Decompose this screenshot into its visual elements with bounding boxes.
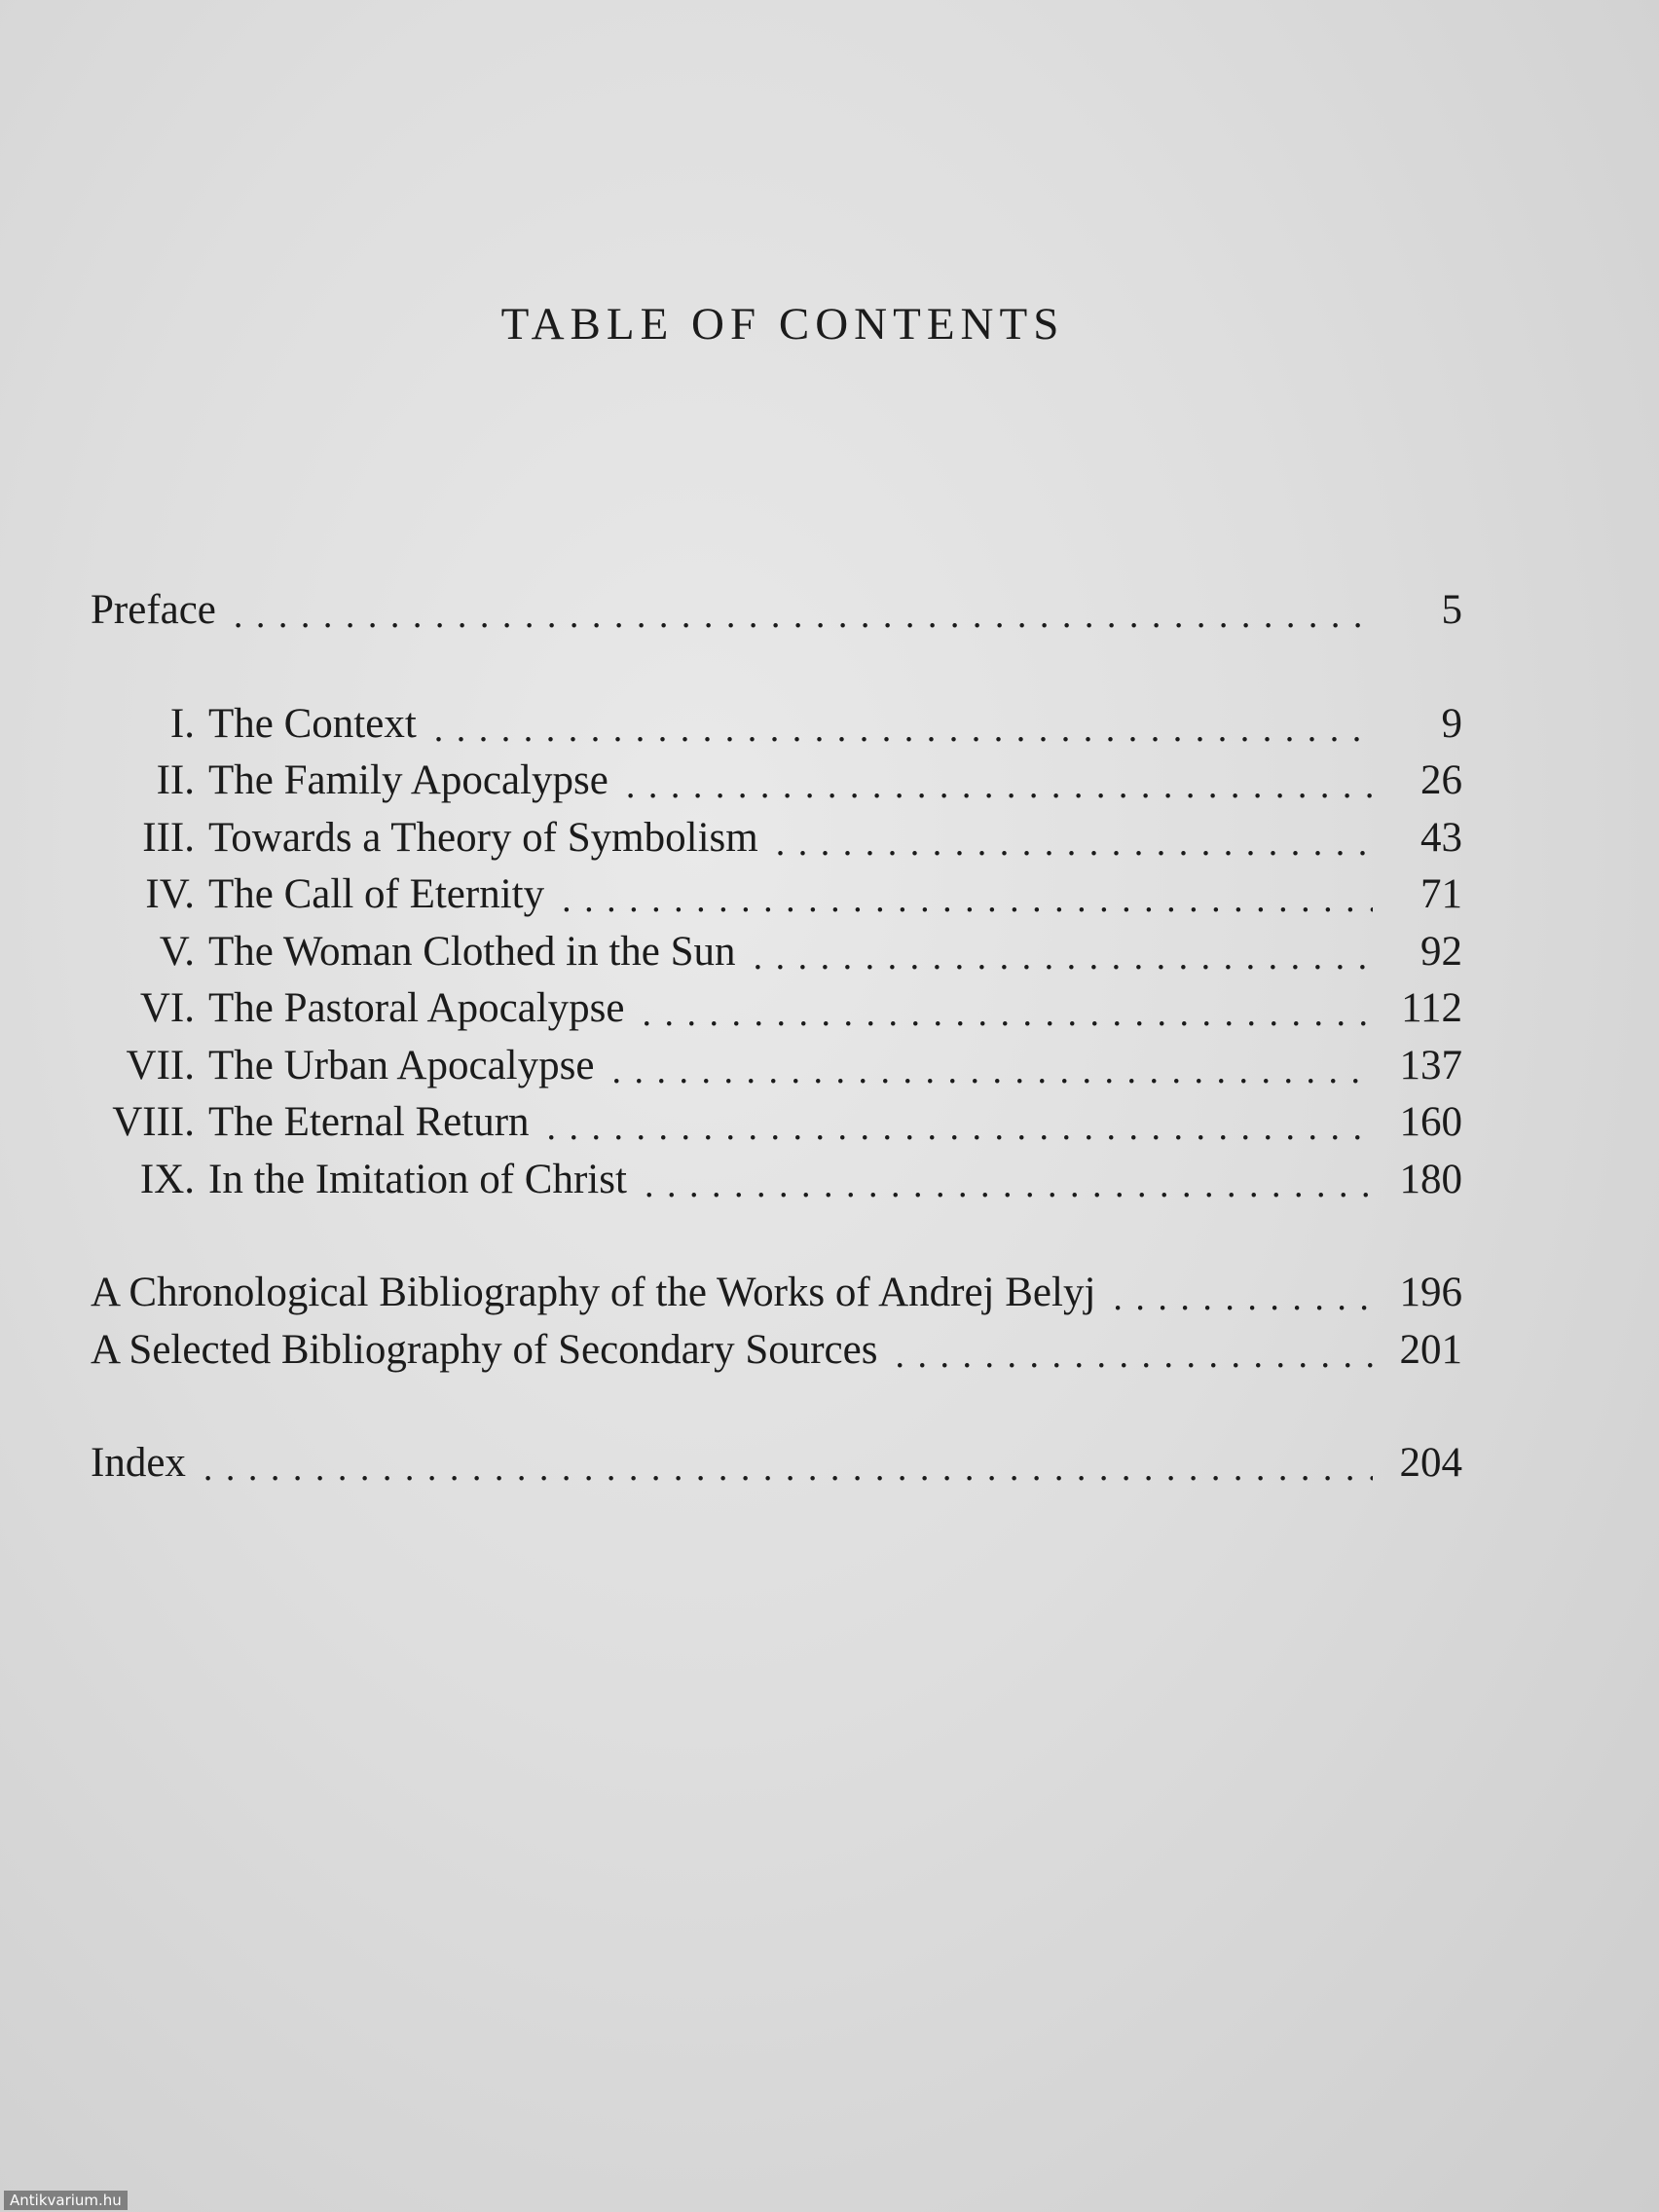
chapter-title: The Eternal Return: [208, 1099, 530, 1145]
toc-entry-chronological-bibliography: [86, 1269, 1462, 1326]
chapter-title: The Pastoral Apocalypse: [208, 985, 625, 1031]
chapter-title: The Urban Apocalypse: [208, 1042, 595, 1088]
chapter-numeral: VII.: [126, 1042, 195, 1088]
toc-entry-chapter-7: [86, 1042, 1462, 1099]
chapter-title: The Call of Eternity: [208, 871, 545, 917]
toc-page-number: 92: [1420, 928, 1462, 975]
dot-leader: [234, 594, 1373, 637]
toc-page-number: 204: [1399, 1440, 1462, 1486]
watermark: Antikvarium.hu: [4, 2191, 128, 2210]
toc-page-number: 43: [1420, 814, 1462, 861]
chapter-title: The Context: [208, 700, 417, 747]
dot-leader: [434, 708, 1373, 751]
toc-entry-chapter-3: [86, 814, 1462, 871]
toc-entry-chapter-5: [86, 928, 1462, 985]
chapter-numeral: II.: [156, 757, 195, 803]
toc-page-number: 160: [1399, 1099, 1462, 1145]
toc-entry-label: Preface: [91, 587, 216, 633]
toc-page-number: 5: [1441, 587, 1462, 633]
chapter-title: Towards a Theory of Symbolism: [208, 814, 758, 861]
chapter-numeral: V.: [159, 928, 195, 975]
toc-page-number: 201: [1399, 1326, 1462, 1373]
toc-page-number: 196: [1399, 1270, 1462, 1315]
dot-leader: [895, 1334, 1373, 1377]
toc-entry-label: Index: [91, 1440, 186, 1486]
dot-leader: [643, 992, 1373, 1035]
toc-page-number: 9: [1441, 700, 1462, 747]
chapter-numeral: VI.: [139, 985, 195, 1031]
toc-page-number: 137: [1399, 1042, 1462, 1088]
chapter-numeral: IX.: [139, 1156, 195, 1202]
toc-page-number: 112: [1401, 985, 1462, 1031]
chapter-title: The Family Apocalypse: [208, 757, 608, 803]
toc-entry-chapter-9: [86, 1156, 1462, 1213]
dot-leader: [611, 1050, 1373, 1092]
toc-entry-chapter-8: [86, 1098, 1462, 1156]
dot-leader: [754, 936, 1373, 978]
dot-leader: [776, 822, 1373, 865]
toc-entry-selected-bibliography: [86, 1326, 1462, 1383]
page-title: TABLE OF CONTENTS: [500, 299, 1065, 350]
chapter-title: In the Imitation of Christ: [208, 1156, 627, 1202]
dot-leader: [626, 764, 1373, 807]
toc-entry-chapter-1: [86, 700, 1462, 757]
toc-entry-label: A Selected Bibliography of Secondary Sources: [91, 1326, 878, 1373]
toc-entry-preface: [86, 586, 1462, 644]
chapter-numeral: VIII.: [112, 1099, 195, 1145]
dot-leader: [645, 1163, 1373, 1206]
dot-leader: [547, 1106, 1373, 1149]
toc-entry-chapter-4: [86, 870, 1462, 928]
toc-entry-index: [86, 1439, 1462, 1496]
toc-page-number: 71: [1420, 871, 1462, 917]
toc-page-number: 180: [1399, 1156, 1462, 1202]
dot-leader: [562, 878, 1373, 921]
chapter-title: The Woman Clothed in the Sun: [208, 928, 736, 975]
toc-page-number: 26: [1420, 757, 1462, 803]
dot-leader: [203, 1447, 1373, 1490]
dot-leader: [1113, 1276, 1373, 1319]
toc-entry-chapter-2: [86, 756, 1462, 814]
toc-entry-chapter-6: [86, 984, 1462, 1042]
chapter-numeral: III.: [142, 814, 195, 861]
table-of-contents: [86, 586, 1462, 1496]
chapter-numeral: IV.: [145, 871, 195, 917]
chapter-numeral: I.: [169, 700, 195, 747]
toc-entry-label: A Chronological Bibliography of the Works of Andrej Belyj: [91, 1270, 1096, 1315]
